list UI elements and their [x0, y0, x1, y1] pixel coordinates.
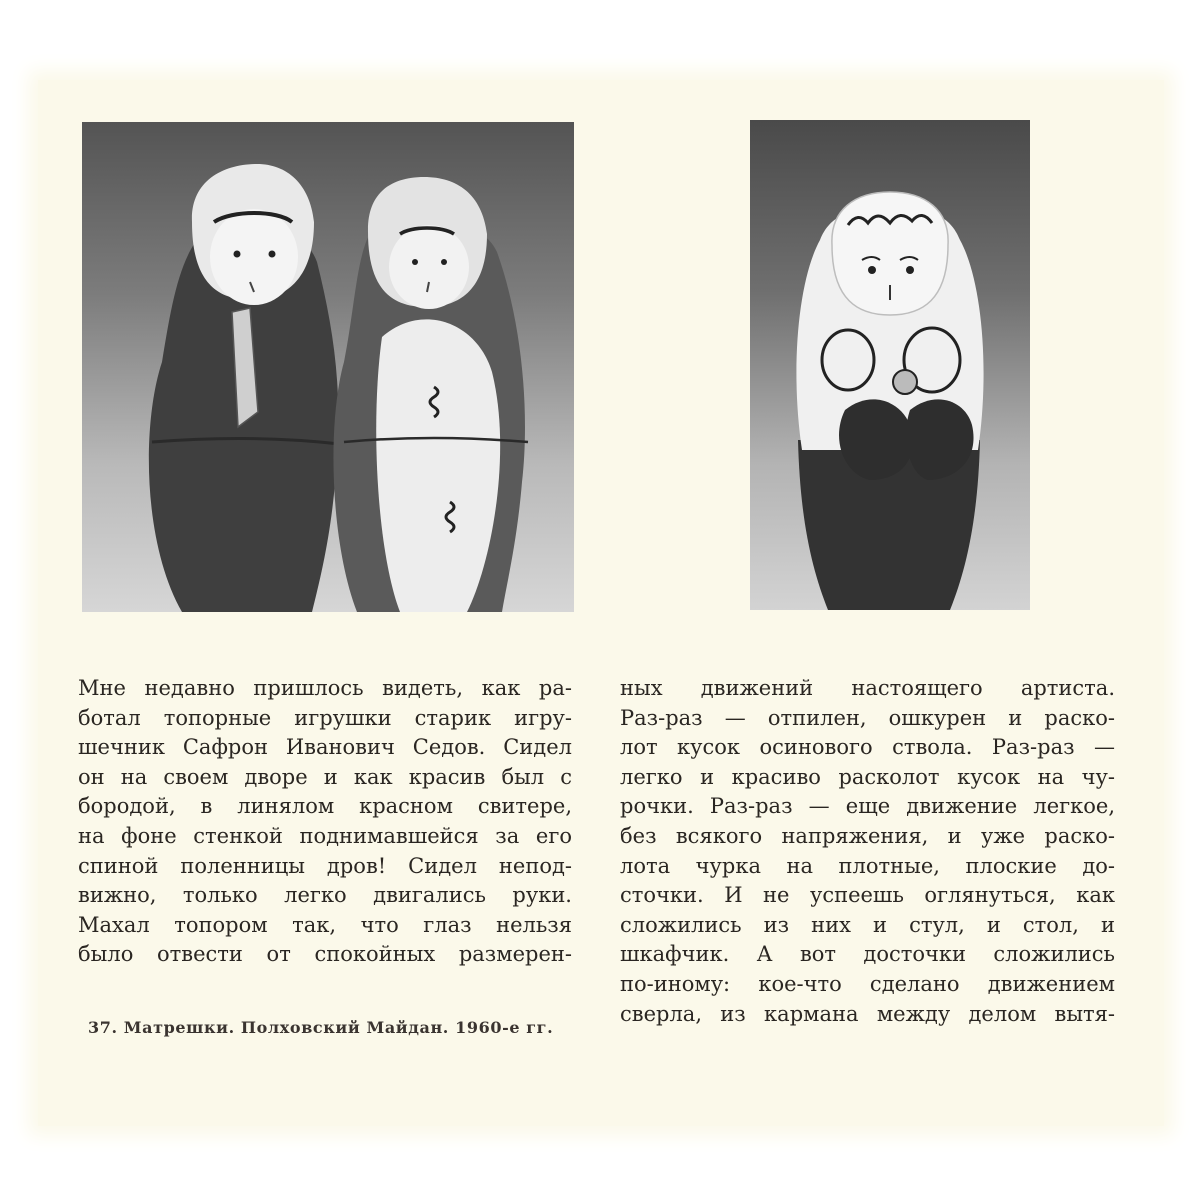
text-line: без всякого напряжения, и уже раско- — [620, 823, 1115, 848]
text-line: шечник Сафрон Иванович Седов. Сидел — [78, 735, 572, 760]
two-matryoshka-dolls-photo — [82, 122, 574, 612]
text-line: Раз-раз — отпилен, ошкурен и раско- — [620, 705, 1115, 730]
text-line: сложились из них и стул, и стол, и — [620, 912, 1115, 937]
text-line: было отвести от спокойных размерен- — [78, 942, 572, 967]
text-line: Махал топором так, что глаз нельзя — [78, 912, 572, 937]
single-matryoshka-doll-photo — [750, 120, 1030, 610]
text-line: бородой, в линялом красном свитере, — [78, 794, 572, 819]
book-page — [38, 80, 1164, 1126]
text-line: шкафчик. А вот досточки сложились — [620, 942, 1115, 967]
text-line: на фоне стенкой поднимавшейся за его — [78, 823, 572, 848]
text-line: спиной поленницы дров! Сидел непод- — [78, 853, 572, 878]
text-line: легко и красиво расколот кусок на чу- — [620, 764, 1115, 789]
text-line: он на своем дворе и как красив был с — [78, 764, 572, 789]
text-line: по-иному: кое-что сделано движением — [620, 971, 1115, 996]
figure-caption: 37. Матрешки. Полховский Майдан. 1960-е гг. — [88, 1018, 554, 1037]
body-text-right-column — [620, 674, 1115, 1029]
text-line: лот кусок осинового ствола. Раз-раз — — [620, 735, 1115, 760]
text-line: сточки. И не успеешь оглянуться, как — [620, 883, 1115, 908]
matryoshka-illustration — [750, 120, 1030, 610]
text-line: Мне недавно пришлось видеть, как ра- — [78, 676, 572, 700]
text-line: ботал топорные игрушки старик игру- — [78, 705, 572, 730]
text-line: сверла, из кармана между делом вытя- — [620, 1001, 1115, 1026]
text-line: ных движений настоящего артиста. — [620, 676, 1115, 700]
body-text-left-column — [78, 674, 572, 970]
text-line: вижно, только легко двигались руки. — [78, 883, 572, 908]
matryoshka-pair-illustration — [82, 122, 574, 612]
text-line: лота чурка на плотные, плоские до- — [620, 853, 1115, 878]
text-line: рочки. Раз-раз — еще движение легкое, — [620, 794, 1115, 819]
